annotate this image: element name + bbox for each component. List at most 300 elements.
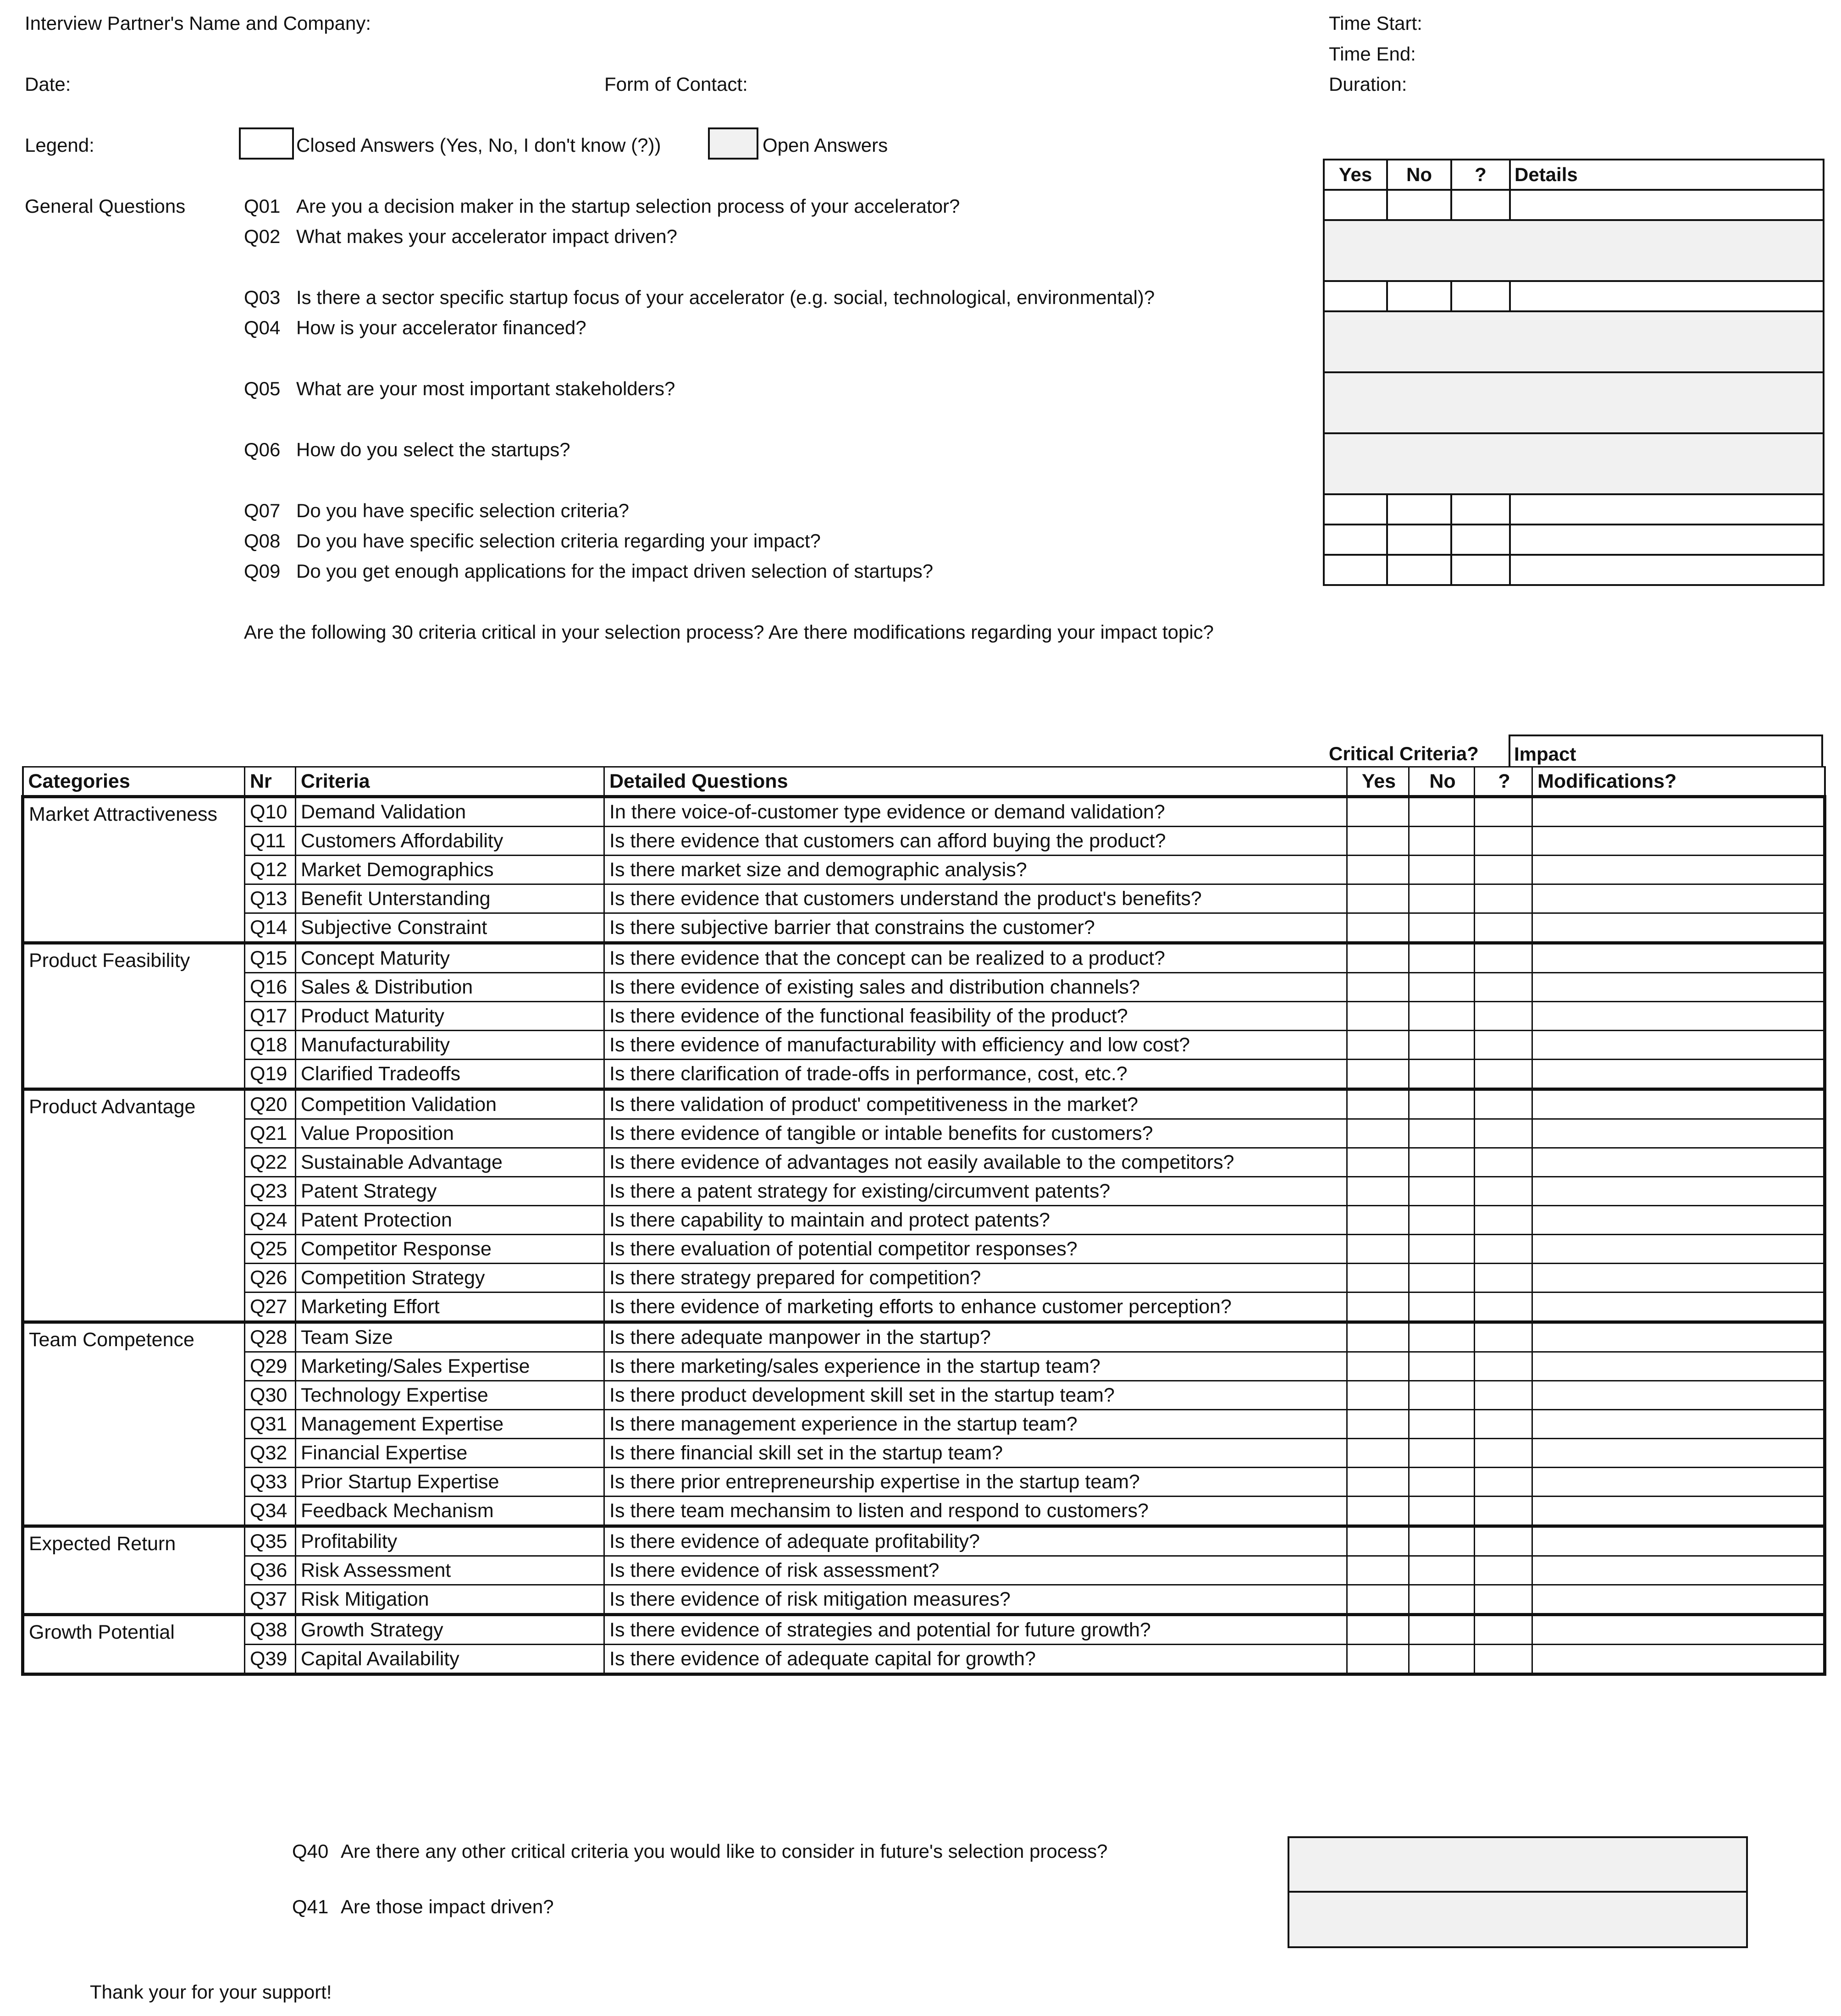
yes-cell[interactable]: [1347, 797, 1409, 827]
criteria-row: [23, 856, 1825, 884]
criteria-cell: Patent Strategy: [296, 1177, 604, 1206]
yes-cell[interactable]: [1347, 1468, 1409, 1497]
nr-cell: Q17: [245, 1002, 296, 1031]
impact-modification-cell[interactable]: [1532, 1322, 1825, 1352]
question-text: Are those impact driven?: [341, 1896, 554, 1917]
impact-modification-cell[interactable]: [1532, 1352, 1825, 1381]
criteria-row: [23, 1206, 1825, 1235]
nr-cell: Q35: [245, 1526, 296, 1556]
unknown-cell[interactable]: [1475, 827, 1532, 856]
yes-cell[interactable]: [1347, 1264, 1409, 1292]
criteria-row: [23, 1089, 1825, 1119]
nr-cell: Q33: [245, 1468, 296, 1497]
yes-cell[interactable]: [1347, 1410, 1409, 1439]
no-cell[interactable]: [1387, 281, 1451, 311]
yes-cell[interactable]: [1347, 1060, 1409, 1089]
nr-cell: Q34: [245, 1497, 296, 1526]
criteria-cell: Feedback Mechanism: [296, 1497, 604, 1526]
nr-cell: Q11: [245, 827, 296, 856]
detailed-question-cell: Is there evidence of advantages not easily available to the competitors?: [604, 1148, 1347, 1177]
detailed-question-cell: Is there capability to maintain and protect patents?: [604, 1206, 1347, 1235]
no-cell[interactable]: [1387, 190, 1451, 220]
impact-modification-cell[interactable]: [1532, 1439, 1825, 1468]
no-cell[interactable]: [1409, 1002, 1475, 1031]
unknown-cell[interactable]: [1451, 281, 1510, 311]
no-cell[interactable]: [1409, 1089, 1475, 1119]
impact-modification-cell[interactable]: [1532, 1497, 1825, 1526]
impact-modification-cell[interactable]: [1532, 797, 1825, 827]
yes-cell[interactable]: [1347, 1381, 1409, 1410]
detailed-question-cell: Is there evidence that the concept can be realized to a product?: [604, 943, 1347, 973]
detailed-question-cell: Is there evidence of strategies and potential for future growth?: [604, 1615, 1347, 1645]
criteria-row: [23, 1177, 1825, 1206]
yes-cell[interactable]: [1347, 913, 1409, 943]
header-details: Details: [1510, 160, 1824, 190]
no-cell[interactable]: [1387, 494, 1451, 525]
criteria-row: [23, 1352, 1825, 1381]
yes-cell[interactable]: [1347, 1119, 1409, 1148]
unknown-cell[interactable]: [1475, 1292, 1532, 1322]
yes-cell[interactable]: [1347, 1585, 1409, 1615]
unknown-cell[interactable]: [1475, 1177, 1532, 1206]
impact-modification-cell[interactable]: [1532, 973, 1825, 1002]
no-cell[interactable]: [1409, 1292, 1475, 1322]
answer-row-q08: [1324, 525, 1824, 555]
detailed-question-cell: Is there evidence of marketing efforts to enhance customer perception?: [604, 1292, 1347, 1322]
nr-cell: Q27: [245, 1292, 296, 1322]
yes-cell[interactable]: [1347, 1352, 1409, 1381]
detailed-question-cell: Is there evaluation of potential competitor responses?: [604, 1235, 1347, 1264]
yes-cell[interactable]: [1347, 1148, 1409, 1177]
nr-cell: Q15: [245, 943, 296, 973]
unknown-cell[interactable]: [1451, 555, 1510, 585]
unknown-cell[interactable]: [1451, 190, 1510, 220]
category-cell: Expected Return: [23, 1526, 245, 1615]
criteria-cell: Growth Strategy: [296, 1615, 604, 1645]
impact-modification-cell[interactable]: [1532, 1148, 1825, 1177]
yes-cell[interactable]: [1347, 1002, 1409, 1031]
criteria-row: [23, 1235, 1825, 1264]
date-label: Date:: [25, 73, 71, 95]
unknown-cell[interactable]: [1475, 856, 1532, 884]
criteria-row: [23, 1119, 1825, 1148]
question-text: Are there any other critical criteria you would like to consider in future's selection process?: [341, 1840, 1108, 1862]
no-cell[interactable]: [1409, 1235, 1475, 1264]
details-cell[interactable]: [1510, 190, 1824, 220]
yes-cell[interactable]: [1324, 555, 1387, 585]
no-cell[interactable]: [1409, 1031, 1475, 1060]
criteria-cell: Clarified Tradeoffs: [296, 1060, 604, 1089]
impact-header-box: [1509, 735, 1823, 766]
question-text: Do you have specific selection criteria regarding your impact?: [296, 530, 821, 552]
unknown-cell[interactable]: [1475, 1615, 1532, 1645]
answer-row-q07: [1324, 494, 1824, 525]
question-code: Q09: [244, 560, 281, 582]
thank-you-note: Thank your for your support!: [90, 1981, 332, 2003]
unknown-cell[interactable]: [1475, 1439, 1532, 1468]
unknown-cell[interactable]: [1475, 913, 1532, 943]
no-cell[interactable]: [1409, 973, 1475, 1002]
impact-modification-cell[interactable]: [1532, 1526, 1825, 1556]
criteria-row: [23, 884, 1825, 913]
question-text: Do you have specific selection criteria?: [296, 500, 630, 521]
no-cell[interactable]: [1409, 1322, 1475, 1352]
yes-cell[interactable]: [1347, 884, 1409, 913]
header-unknown: ?: [1475, 767, 1532, 797]
detailed-question-cell: Is there product development skill set in the startup team?: [604, 1381, 1347, 1410]
yes-cell[interactable]: [1347, 1645, 1409, 1674]
yes-cell[interactable]: [1347, 1526, 1409, 1556]
impact-modification-cell[interactable]: [1532, 943, 1825, 973]
criteria-row: [23, 1410, 1825, 1439]
no-cell[interactable]: [1409, 1615, 1475, 1645]
question-code: Q08: [244, 530, 281, 552]
impact-modification-cell[interactable]: [1532, 1002, 1825, 1031]
unknown-cell[interactable]: [1475, 1002, 1532, 1031]
impact-modification-cell[interactable]: [1532, 856, 1825, 884]
impact-modification-cell[interactable]: [1532, 1381, 1825, 1410]
criteria-cell: Manufacturability: [296, 1031, 604, 1060]
impact-modification-cell[interactable]: [1532, 1089, 1825, 1119]
yes-cell[interactable]: [1324, 494, 1387, 525]
no-cell[interactable]: [1409, 1148, 1475, 1177]
no-cell[interactable]: [1409, 913, 1475, 943]
header-no: No: [1409, 767, 1475, 797]
category-cell: Product Feasibility: [23, 943, 245, 1089]
q40-answer-box[interactable]: [1288, 1836, 1748, 1893]
unknown-cell[interactable]: [1475, 1148, 1532, 1177]
impact-modification-cell[interactable]: [1532, 1060, 1825, 1089]
header-nr: Nr: [245, 767, 296, 797]
no-cell[interactable]: [1387, 555, 1451, 585]
no-cell[interactable]: [1409, 1060, 1475, 1089]
criteria-cell: Customers Affordability: [296, 827, 604, 856]
impact-modification-cell[interactable]: [1532, 1206, 1825, 1235]
impact-modification-cell[interactable]: [1532, 1410, 1825, 1439]
question-code: Q40: [292, 1840, 329, 1862]
header-criteria: Criteria: [296, 767, 604, 797]
open-answer-swatch: [708, 127, 758, 160]
answer-row-q03: [1324, 281, 1824, 311]
unknown-cell[interactable]: [1475, 1206, 1532, 1235]
q41-answer-box[interactable]: [1288, 1891, 1748, 1948]
legend-label: Legend:: [25, 134, 94, 156]
question-code: Q07: [244, 500, 281, 521]
nr-cell: Q29: [245, 1352, 296, 1381]
detailed-question-cell: Is there team mechansim to listen and respond to customers?: [604, 1497, 1347, 1526]
yes-cell[interactable]: [1324, 525, 1387, 555]
criteria-cell: Technology Expertise: [296, 1381, 604, 1410]
question-text: Do you get enough applications for the impact driven selection of startups?: [296, 560, 934, 582]
criteria-cell: Benefit Unterstanding: [296, 884, 604, 913]
criteria-cell: Competitor Response: [296, 1235, 604, 1264]
unknown-cell[interactable]: [1475, 1585, 1532, 1615]
question-text: How do you select the startups?: [296, 439, 570, 460]
no-cell[interactable]: [1409, 1410, 1475, 1439]
detailed-question-cell: Is there management experience in the startup team?: [604, 1410, 1347, 1439]
detailed-question-cell: Is there market size and demographic analysis?: [604, 856, 1347, 884]
criteria-cell: Prior Startup Expertise: [296, 1468, 604, 1497]
criteria-cell: Competition Strategy: [296, 1264, 604, 1292]
impact-modification-cell[interactable]: [1532, 1031, 1825, 1060]
yes-cell[interactable]: [1347, 1031, 1409, 1060]
open-answer-cell[interactable]: [1324, 433, 1824, 494]
nr-cell: Q13: [245, 884, 296, 913]
criteria-cell: Management Expertise: [296, 1410, 604, 1439]
question-code: Q01: [244, 195, 281, 217]
criteria-header-row: [23, 767, 1825, 797]
no-cell[interactable]: [1409, 1645, 1475, 1674]
nr-cell: Q26: [245, 1264, 296, 1292]
unknown-cell[interactable]: [1475, 1410, 1532, 1439]
no-cell[interactable]: [1409, 1352, 1475, 1381]
criteria-row: [23, 913, 1825, 943]
criteria-row: [23, 1292, 1825, 1322]
nr-cell: Q21: [245, 1119, 296, 1148]
nr-cell: Q32: [245, 1439, 296, 1468]
detailed-question-cell: Is there subjective barrier that constrains the customer?: [604, 913, 1347, 943]
details-cell[interactable]: [1510, 555, 1824, 585]
detailed-question-cell: Is there prior entrepreneurship expertise in the startup team?: [604, 1468, 1347, 1497]
criteria-row: [23, 1585, 1825, 1615]
nr-cell: Q37: [245, 1585, 296, 1615]
criteria-cell: Concept Maturity: [296, 943, 604, 973]
criteria-cell: Product Maturity: [296, 1002, 604, 1031]
detailed-question-cell: Is there evidence of adequate capital for growth?: [604, 1645, 1347, 1674]
yes-cell[interactable]: [1324, 190, 1387, 220]
criteria-row: [23, 1556, 1825, 1585]
unknown-cell[interactable]: [1475, 1645, 1532, 1674]
category-cell: Product Advantage: [23, 1089, 245, 1322]
yes-cell[interactable]: [1347, 1292, 1409, 1322]
unknown-cell[interactable]: [1451, 525, 1510, 555]
category-cell: Growth Potential: [23, 1615, 245, 1674]
no-cell[interactable]: [1409, 1381, 1475, 1410]
yes-cell[interactable]: [1324, 281, 1387, 311]
detailed-question-cell: Is there evidence of the functional feasibility of the product?: [604, 1002, 1347, 1031]
nr-cell: Q12: [245, 856, 296, 884]
criteria-row: [23, 797, 1825, 827]
criteria-cell: Sales & Distribution: [296, 973, 604, 1002]
criteria-cell: Capital Availability: [296, 1645, 604, 1674]
no-cell[interactable]: [1409, 1585, 1475, 1615]
detailed-question-cell: Is there evidence that customers can afford buying the product?: [604, 827, 1347, 856]
open-answer-text: Open Answers: [763, 134, 888, 156]
no-cell[interactable]: [1409, 943, 1475, 973]
unknown-cell[interactable]: [1475, 884, 1532, 913]
question-text: How is your accelerator financed?: [296, 317, 586, 338]
impact-modification-cell[interactable]: [1532, 1235, 1825, 1264]
nr-cell: Q30: [245, 1381, 296, 1410]
criteria-cell: Demand Validation: [296, 797, 604, 827]
closed-answer-swatch: [239, 127, 294, 160]
unknown-cell[interactable]: [1475, 797, 1532, 827]
impact-header-line1: Impact: [1514, 743, 1576, 765]
detailed-question-cell: Is there evidence that customers understand the product's benefits?: [604, 884, 1347, 913]
criteria-row: [23, 1468, 1825, 1497]
open-answer-cell[interactable]: [1324, 372, 1824, 433]
nr-cell: Q18: [245, 1031, 296, 1060]
criteria-cell: Risk Assessment: [296, 1556, 604, 1585]
impact-modification-cell[interactable]: [1532, 1292, 1825, 1322]
nr-cell: Q38: [245, 1615, 296, 1645]
criteria-cell: Subjective Constraint: [296, 913, 604, 943]
unknown-cell[interactable]: [1475, 1235, 1532, 1264]
no-cell[interactable]: [1409, 1119, 1475, 1148]
unknown-cell[interactable]: [1475, 1119, 1532, 1148]
criteria-cell: Sustainable Advantage: [296, 1148, 604, 1177]
question-code: Q05: [244, 378, 281, 399]
impact-modification-cell[interactable]: [1532, 884, 1825, 913]
header-detailed-questions: Detailed Questions: [604, 767, 1347, 797]
no-cell[interactable]: [1409, 884, 1475, 913]
unknown-cell[interactable]: [1475, 973, 1532, 1002]
impact-modification-cell[interactable]: [1532, 1177, 1825, 1206]
criteria-cell: Patent Protection: [296, 1206, 604, 1235]
category-cell: Team Competence: [23, 1322, 245, 1526]
details-cell[interactable]: [1510, 281, 1824, 311]
contact-label: Form of Contact:: [604, 73, 748, 95]
no-cell[interactable]: [1409, 856, 1475, 884]
criteria-row: [23, 1060, 1825, 1089]
criteria-row: [23, 1439, 1825, 1468]
yes-cell[interactable]: [1347, 1497, 1409, 1526]
nr-cell: Q14: [245, 913, 296, 943]
no-cell[interactable]: [1409, 1439, 1475, 1468]
unknown-cell[interactable]: [1475, 1264, 1532, 1292]
detailed-question-cell: Is there a patent strategy for existing/circumvent patents?: [604, 1177, 1347, 1206]
nr-cell: Q28: [245, 1322, 296, 1352]
criteria-row: [23, 1615, 1825, 1645]
nr-cell: Q22: [245, 1148, 296, 1177]
header-yes: Yes: [1347, 767, 1409, 797]
no-cell[interactable]: [1409, 1526, 1475, 1556]
nr-cell: Q20: [245, 1089, 296, 1119]
no-cell[interactable]: [1409, 1177, 1475, 1206]
nr-cell: Q25: [245, 1235, 296, 1264]
unknown-cell[interactable]: [1475, 1381, 1532, 1410]
unknown-cell[interactable]: [1475, 1322, 1532, 1352]
detailed-question-cell: Is there adequate manpower in the startup?: [604, 1322, 1347, 1352]
yes-cell[interactable]: [1347, 1206, 1409, 1235]
question-text: What are your most important stakeholders?: [296, 378, 675, 399]
criteria-row: [23, 973, 1825, 1002]
yes-cell[interactable]: [1347, 943, 1409, 973]
detailed-question-cell: Is there evidence of adequate profitability?: [604, 1526, 1347, 1556]
yes-cell[interactable]: [1347, 856, 1409, 884]
critical-criteria-header: Critical Criteria?: [1329, 743, 1479, 764]
no-cell[interactable]: [1387, 525, 1451, 555]
unknown-cell[interactable]: [1475, 1497, 1532, 1526]
impact-modification-cell[interactable]: [1532, 1119, 1825, 1148]
duration-label: Duration:: [1329, 73, 1407, 95]
criteria-cell: Competition Validation: [296, 1089, 604, 1119]
answer-row-q05: [1324, 372, 1824, 433]
criteria-row: [23, 1497, 1825, 1526]
question-code: Q41: [292, 1896, 329, 1917]
yes-cell[interactable]: [1347, 1089, 1409, 1119]
yes-cell[interactable]: [1347, 1556, 1409, 1585]
header-yes: Yes: [1324, 160, 1387, 190]
detailed-question-cell: Is there validation of product' competitiveness in the market?: [604, 1089, 1347, 1119]
unknown-cell[interactable]: [1475, 1468, 1532, 1497]
header-categories: Categories: [23, 767, 245, 797]
impact-modification-cell[interactable]: [1532, 1645, 1825, 1674]
general-questions-label: General Questions: [25, 195, 186, 217]
details-cell[interactable]: [1510, 525, 1824, 555]
detailed-question-cell: Is there financial skill set in the startup team?: [604, 1439, 1347, 1468]
detailed-question-cell: Is there evidence of manufacturability with efficiency and low cost?: [604, 1031, 1347, 1060]
detailed-question-cell: Is there clarification of trade-offs in performance, cost, etc.?: [604, 1060, 1347, 1089]
unknown-cell[interactable]: [1451, 494, 1510, 525]
header-unknown: ?: [1451, 160, 1510, 190]
no-cell[interactable]: [1409, 1556, 1475, 1585]
unknown-cell[interactable]: [1475, 1556, 1532, 1585]
open-answer-cell[interactable]: [1324, 311, 1824, 372]
general-answer-table: [1323, 159, 1824, 586]
impact-modification-cell[interactable]: [1532, 1615, 1825, 1645]
no-cell[interactable]: [1409, 1206, 1475, 1235]
unknown-cell[interactable]: [1475, 1089, 1532, 1119]
criteria-cell: Team Size: [296, 1322, 604, 1352]
unknown-cell[interactable]: [1475, 1352, 1532, 1381]
nr-cell: Q39: [245, 1645, 296, 1674]
nr-cell: Q36: [245, 1556, 296, 1585]
open-answer-cell[interactable]: [1324, 220, 1824, 281]
criteria-cell: Marketing/Sales Expertise: [296, 1352, 604, 1381]
time-end-label: Time End:: [1329, 43, 1416, 65]
yes-cell[interactable]: [1347, 1235, 1409, 1264]
impact-modification-cell[interactable]: [1532, 913, 1825, 943]
nr-cell: Q23: [245, 1177, 296, 1206]
yes-cell[interactable]: [1347, 1177, 1409, 1206]
yes-cell[interactable]: [1347, 1322, 1409, 1352]
no-cell[interactable]: [1409, 797, 1475, 827]
no-cell[interactable]: [1409, 827, 1475, 856]
impact-modification-cell[interactable]: [1532, 1468, 1825, 1497]
criteria-cell: Risk Mitigation: [296, 1585, 604, 1615]
no-cell[interactable]: [1409, 1468, 1475, 1497]
time-start-label: Time Start:: [1329, 12, 1422, 34]
detailed-question-cell: In there voice-of-customer type evidence or demand validation?: [604, 797, 1347, 827]
no-cell[interactable]: [1409, 1264, 1475, 1292]
criteria-row: [23, 1264, 1825, 1292]
nr-cell: Q10: [245, 797, 296, 827]
details-cell[interactable]: [1510, 494, 1824, 525]
yes-cell[interactable]: [1347, 827, 1409, 856]
answer-row-q02: [1324, 220, 1824, 281]
impact-modification-cell[interactable]: [1532, 1556, 1825, 1585]
unknown-cell[interactable]: [1475, 1031, 1532, 1060]
unknown-cell[interactable]: [1475, 943, 1532, 973]
answer-row-q09: [1324, 555, 1824, 585]
question-text: Is there a sector specific startup focus of your accelerator (e.g. social, technological, environmental)?: [296, 287, 1155, 308]
unknown-cell[interactable]: [1475, 1060, 1532, 1089]
detailed-question-cell: Is there evidence of existing sales and distribution channels?: [604, 973, 1347, 1002]
nr-cell: Q31: [245, 1410, 296, 1439]
yes-cell[interactable]: [1347, 1615, 1409, 1645]
yes-cell[interactable]: [1347, 973, 1409, 1002]
unknown-cell[interactable]: [1475, 1526, 1532, 1556]
yes-cell[interactable]: [1347, 1439, 1409, 1468]
criteria-row: [23, 1526, 1825, 1556]
no-cell[interactable]: [1409, 1497, 1475, 1526]
impact-modification-cell[interactable]: [1532, 1585, 1825, 1615]
impact-modification-cell[interactable]: [1532, 1264, 1825, 1292]
impact-modification-cell[interactable]: [1532, 827, 1825, 856]
answer-row-q04: [1324, 311, 1824, 372]
criteria-row: [23, 1645, 1825, 1674]
